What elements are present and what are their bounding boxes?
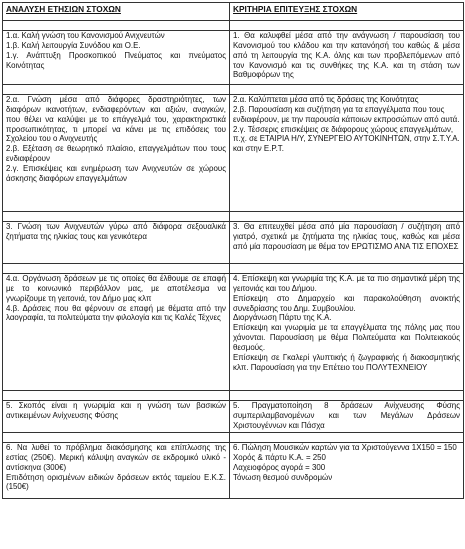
criteria-cell [230,222,464,264]
goal-item: 2.γ. Επισκέψεις και ενημέρωση των Ανιχνευτών σε χώρους άσκησης διαφόρων επαγγελμάτων [6,163,226,183]
criteria-cell [230,443,464,499]
goals-cell [3,31,230,85]
criteria-cell [230,401,464,433]
goals-cell [3,401,230,433]
criteria-item: 4. Επίσκεψη και γνωριμία της Κ.Α. με τα πιο σημαντικά μέρη της γειτονιάς και του Δήμου. [233,274,460,293]
criteria-item: 5. Πραγματοποίηση 8 δράσεων Ανίχνευσης Φύσης συμπεριλαμβανομένων και των Μεγάλων Δράσεων Χριστουγέννων και Πάσχα [233,401,460,430]
goal-item: 1.β. Καλή λειτουργία Συνόδου και Ο.Ε. [6,40,141,50]
table-spacer [3,212,464,222]
goal-item: 6. Να λυθεί το πρόβλημα διακόσμησης και επίπλωσης της εστίας (250€). Μερική κάλυψη αναγκών σε εκδρομικό υλικό - αντίσκηνα (300€) [6,443,226,472]
table-spacer [3,85,464,95]
goals-cell [3,95,230,212]
table-row [3,274,464,391]
criteria-item: 1. Θα καλυφθεί μέσα από την ανάγνωση / παρουσίαση του Κανονισμού του κλάδου και την κατανόησή του καθώς & μέσα από τη λειτουργία της Κ.Α. όλης και των προβλεπόμενων από τον Κανονισμό και τις συνθήκες της Κ.Α. και τη στάση των Βαθμοφόρων της [233,31,460,80]
criteria-item: Τόνωση θεσμού συνδρομών [233,472,333,482]
goals-cell [3,443,230,499]
criteria-item: Λαχειοφόρος αγορά = 300 [233,462,326,472]
criteria-item: Επίσκεψη σε Γκαλερί γλυπτικής ή ζωγραφικής ή διακοσμητικής κλπ. Παρουσίαση για την Επέτειο του ΠΟΛΥΤΕΧΝΕΙΟΥ [233,352,460,372]
criteria-cell [230,31,464,85]
criteria-item: 2.β. Παρουσίαση και συζήτηση για τα επαγγέλματα που τους ενδιαφέρουν, με την παρουσία κάποιων εκπροσώπων από αυτά. [233,104,460,124]
table-row [3,443,464,499]
goal-item: 3. Γνώση των Ανιχνευτών γύρω από διάφορα σεξουαλικά ζητήματα της ηλικίας τους και γενικότερα [6,222,226,241]
goal-item: 2.α. Γνώση μέσα από διάφορες δραστηριότητες, των διαφόρων ικανοτήτων, ενδιαφερόντων και αξιών, αναγκών, που θέλει να καλύψει με το επάγγελμά του, χαρακτηριστικά προσωπικότητας, τι μπορεί να κάνει με τις επιδόσεις του Σχολείου του ο Ανιχνευτής [6,95,226,144]
goals-table [2,2,464,499]
criteria-item: Επίσκεψη στο Δημαρχείο και παρακολούθηση ανοικτής συνεδρίασης του Δημ. Συμβουλίου. [233,293,460,313]
table-row [3,95,464,212]
criteria-item: Διοργάνωση Πάρτυ της Κ.Α. [233,313,332,323]
goal-item: 4.β. Δράσεις που θα φέρνουν σε επαφή με θέματα από την λαογραφία, τα πολιτεύματα την φιλολογία και τις Καλές Τέχνες [6,303,226,323]
goal-item: Επιδότηση ορισμένων ειδικών δράσεων εκτός ταμείου Ε.Κ.Σ. (150€) [6,472,226,492]
goals-cell [3,222,230,264]
table-header-row [3,3,464,21]
table-spacer [3,21,464,31]
criteria-item: Χορός & πάρτυ Κ.Α. = 250 [233,452,326,462]
document-page [2,2,463,499]
criteria-item: 6. Πώληση Μουσικών καρτών για τα Χριστούγεννα 1Χ150 = 150 [233,443,457,452]
goal-item: 2.β. Εξέταση σε θεωρητικό πλαίσιο, επαγγελμάτων που τους ενδιαφέρουν [6,144,226,164]
criteria-item: Επίσκεψη και γνωριμία με τα επαγγέλματα της πόλης μας που χάνονται. Παρουσίαση με θέμα Πολιτεύματα και Πολιτειακούς θεσμούς. [233,323,460,352]
goals-cell [3,274,230,391]
table-spacer [3,264,464,274]
table-row [3,401,464,433]
criteria-cell [230,274,464,391]
goal-item: 5. Σκοπός είναι η γνωριμία και η γνώση των βασικών αντικειμένων Ανίχνευσης Φύσης [6,401,226,420]
header-goal-achievement-criteria: ΚΡΙΤΗΡΙΑ ΕΠΙΤΕΥΞΗΣ ΣΤΟΧΩΝ [230,3,464,21]
goal-item: 1.α. Καλή γνώση του Κανονισμού Ανιχνευτών [6,31,165,40]
goal-item: 1.γ. Ανάπτυξη Προσκοπικού Πνεύματος και πνεύματος Κοινότητας [6,50,226,70]
header-annual-goals-analysis: ΑΝΑΛΥΣΗ ΕΤΗΣΙΩΝ ΣΤΟΧΩΝ [3,3,230,21]
table-row [3,222,464,264]
table-spacer [3,391,464,401]
criteria-item: 3. Θα επιτευχθεί μέσα από μία παρουσίαση / συζήτηση από γιατρό, σχετικά με ζητήματα της ηλικίας τους, καθώς και μέσα από μία παρουσίαση με θέμα τον ΕΡΩΤΙΣΜΟ ΑΝΑ ΤΙΣ ΕΠΟΧΕΣ [233,222,460,251]
table-row [3,31,464,85]
criteria-item: 2.α. Καλύπτεται μέσα από τις δράσεις της Κοινότητας [233,95,419,104]
table-spacer [3,433,464,443]
criteria-cell [230,95,464,212]
goal-item: 4.α. Οργάνωση δράσεων με τις οποίες θα έλθουμε σε επαφή με το κοινωνικό περιβάλλον μας, με αποτέλεσμα να γνωρίζουμε τη γειτονιά, τον Δήμο μας κλπ [6,274,226,303]
criteria-item: 2.γ. Τέσσερις επισκέψεις σε διάφορους χώρους επαγγελμάτων, π.χ. σε ΕΤΑΙΡΙΑ Η/Υ, ΣΥΝΕΡΓΕΙΟ ΑΥΤΟΚΙΝΗΤΩΝ, στην Σ.Τ.Υ.Α. και στην Ε.Ρ.Τ. [233,124,460,154]
